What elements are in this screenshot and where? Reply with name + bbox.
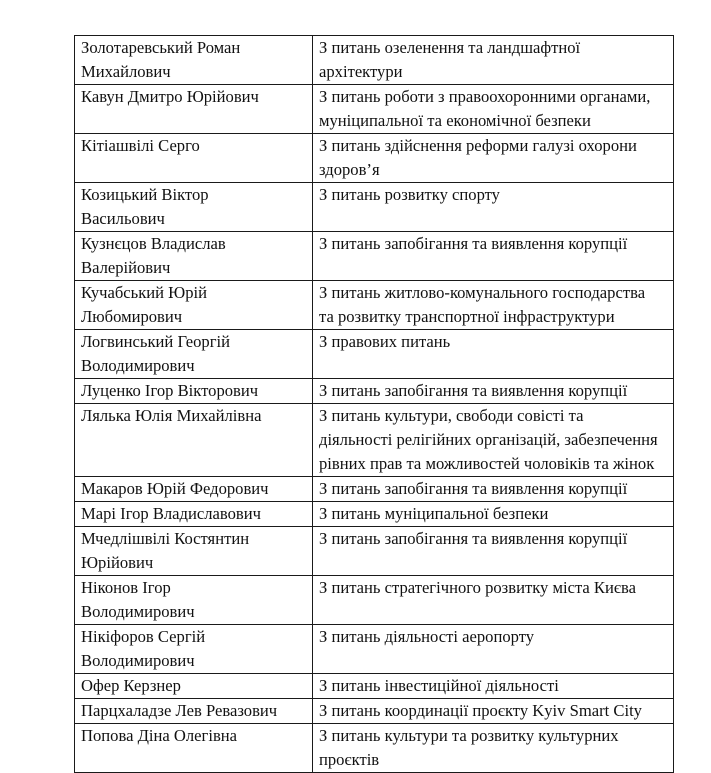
table-row <box>75 281 674 330</box>
adviser-name-cell: Луценко Ігор Вікторович <box>75 379 313 404</box>
advisers-table <box>74 35 674 773</box>
adviser-name-cell: Марі Ігор Владиславович <box>75 502 313 527</box>
adviser-duty-cell: З питань інвестиційної діяльності <box>313 674 674 699</box>
table-row <box>75 527 674 576</box>
adviser-name-cell: Кавун Дмитро Юрійович <box>75 85 313 134</box>
adviser-duty-cell: З питань муніципальної безпеки <box>313 502 674 527</box>
table-row <box>75 183 674 232</box>
adviser-duty-cell: З питань озеленення та ландшафтної архітектури <box>313 36 674 85</box>
adviser-name-cell: Логвинський Георгій Володимирович <box>75 330 313 379</box>
table-row <box>75 85 674 134</box>
table-row <box>75 576 674 625</box>
adviser-duty-cell: З питань запобігання та виявлення корупції <box>313 379 674 404</box>
adviser-name-cell: Парцхаладзе Лев Ревазович <box>75 699 313 724</box>
table-row <box>75 699 674 724</box>
adviser-duty-cell: З питань запобігання та виявлення корупції <box>313 232 674 281</box>
table-row <box>75 232 674 281</box>
adviser-name-cell: Кітіашвілі Серго <box>75 134 313 183</box>
adviser-duty-cell: З питань запобігання та виявлення корупції <box>313 527 674 576</box>
table-row <box>75 502 674 527</box>
adviser-duty-cell: З питань розвитку спорту <box>313 183 674 232</box>
table-row <box>75 36 674 85</box>
adviser-name-cell: Козицький Віктор Васильович <box>75 183 313 232</box>
adviser-duty-cell: З питань стратегічного розвитку міста Києва <box>313 576 674 625</box>
adviser-duty-cell: З питань культури та розвитку культурних проєктів <box>313 724 674 773</box>
adviser-name-cell: Попова Діна Олегівна <box>75 724 313 773</box>
table-row <box>75 724 674 773</box>
adviser-name-cell: Мчедлішвілі Костянтин Юрійович <box>75 527 313 576</box>
adviser-duty-cell: З питань здійснення реформи галузі охорони здоров’я <box>313 134 674 183</box>
adviser-duty-cell: З питань житлово-комунального господарства та розвитку транспортної інфраструктури <box>313 281 674 330</box>
adviser-name-cell: Кучабський Юрій Любомирович <box>75 281 313 330</box>
adviser-duty-cell: З правових питань <box>313 330 674 379</box>
adviser-name-cell: Лялька Юлія Михайлівна <box>75 404 313 477</box>
table-row <box>75 477 674 502</box>
adviser-name-cell: Ніконов Ігор Володимирович <box>75 576 313 625</box>
adviser-duty-cell: З питань культури, свободи совісті та діяльності релігійних організацій, забезпечення рівних прав та можливостей чоловіків та жінок <box>313 404 674 477</box>
adviser-name-cell: Нікіфоров Сергій Володимирович <box>75 625 313 674</box>
adviser-name-cell: Офер Керзнер <box>75 674 313 699</box>
adviser-name-cell: Макаров Юрій Федорович <box>75 477 313 502</box>
advisers-table-body <box>75 36 674 773</box>
adviser-duty-cell: З питань запобігання та виявлення корупції <box>313 477 674 502</box>
adviser-name-cell: Золотаревський Роман Михайлович <box>75 36 313 85</box>
adviser-duty-cell: З питань діяльності аеропорту <box>313 625 674 674</box>
table-row <box>75 674 674 699</box>
adviser-duty-cell: З питань роботи з правоохоронними органами, муніципальної та економічної безпеки <box>313 85 674 134</box>
table-row <box>75 330 674 379</box>
table-row <box>75 379 674 404</box>
table-row <box>75 404 674 477</box>
table-row <box>75 625 674 674</box>
adviser-name-cell: Кузнєцов Владислав Валерійович <box>75 232 313 281</box>
table-row <box>75 134 674 183</box>
adviser-duty-cell: З питань координації проєкту Kyiv Smart City <box>313 699 674 724</box>
